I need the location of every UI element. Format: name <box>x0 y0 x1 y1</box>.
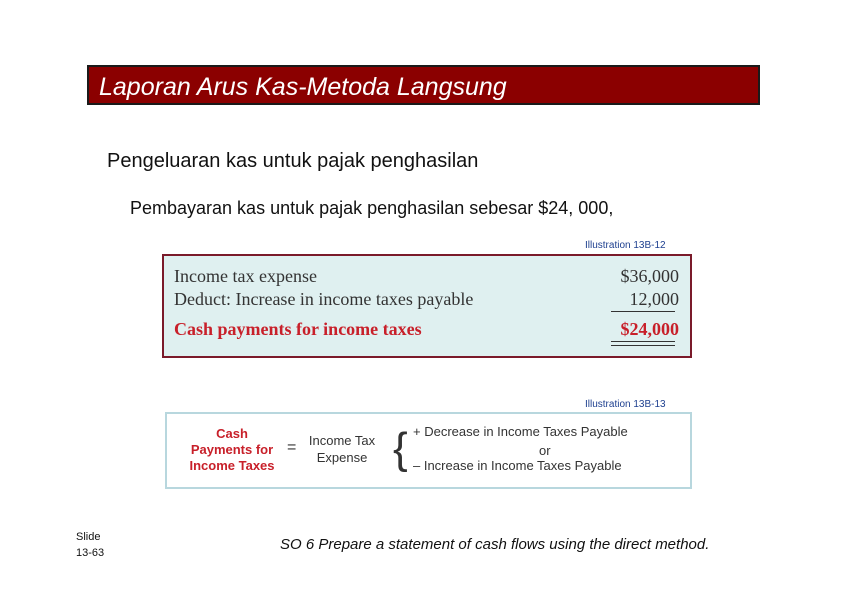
slide-title: Laporan Arus Kas-Metoda Langsung <box>99 73 507 101</box>
brace-icon: { <box>393 424 408 473</box>
equals-sign: = <box>287 439 297 456</box>
slide-number <box>76 529 104 561</box>
illustration-2-label: Illustration 13B-13 <box>585 399 666 410</box>
illustration-2-formula <box>165 412 692 489</box>
term-line: Income Taxes <box>189 458 275 473</box>
slide-label: Slide <box>76 531 101 543</box>
total-double-underline-1 <box>611 341 675 342</box>
slide-number-value: 13-63 <box>76 547 105 559</box>
section-heading: Pengeluaran kas untuk pajak penghasilan <box>107 150 479 172</box>
illustration-1-label: Illustration 13B-12 <box>585 240 666 251</box>
term-line: Income Tax <box>308 433 376 448</box>
row-amount: 12,000 <box>629 289 679 309</box>
illustration-1-table <box>162 254 692 358</box>
row-label: Income tax expense <box>174 266 317 286</box>
term-line: Payments for <box>190 442 274 457</box>
row-amount: $36,000 <box>620 266 679 286</box>
or-text: or <box>539 443 551 458</box>
income-tax-expense-term <box>295 432 389 466</box>
row-label: Cash payments for income taxes <box>174 319 422 339</box>
term-line: Cash <box>216 426 248 441</box>
decrease-option: + Decrease in Income Taxes Payable <box>413 424 628 439</box>
subtotal-underline <box>611 311 675 312</box>
total-double-underline-2 <box>611 345 675 346</box>
row-label: Deduct: Increase in income taxes payable <box>174 289 474 309</box>
title-banner <box>87 65 760 105</box>
increase-option: – Increase in Income Taxes Payable <box>413 458 622 473</box>
study-objective-footer: SO 6 Prepare a statement of cash flows using the direct method. <box>280 536 710 553</box>
cash-payments-term <box>173 426 291 474</box>
payment-description: Pembayaran kas untuk pajak penghasilan sebesar $24, 000, <box>130 198 614 218</box>
term-line: Expense <box>316 450 368 465</box>
row-amount: $24,000 <box>620 319 679 339</box>
